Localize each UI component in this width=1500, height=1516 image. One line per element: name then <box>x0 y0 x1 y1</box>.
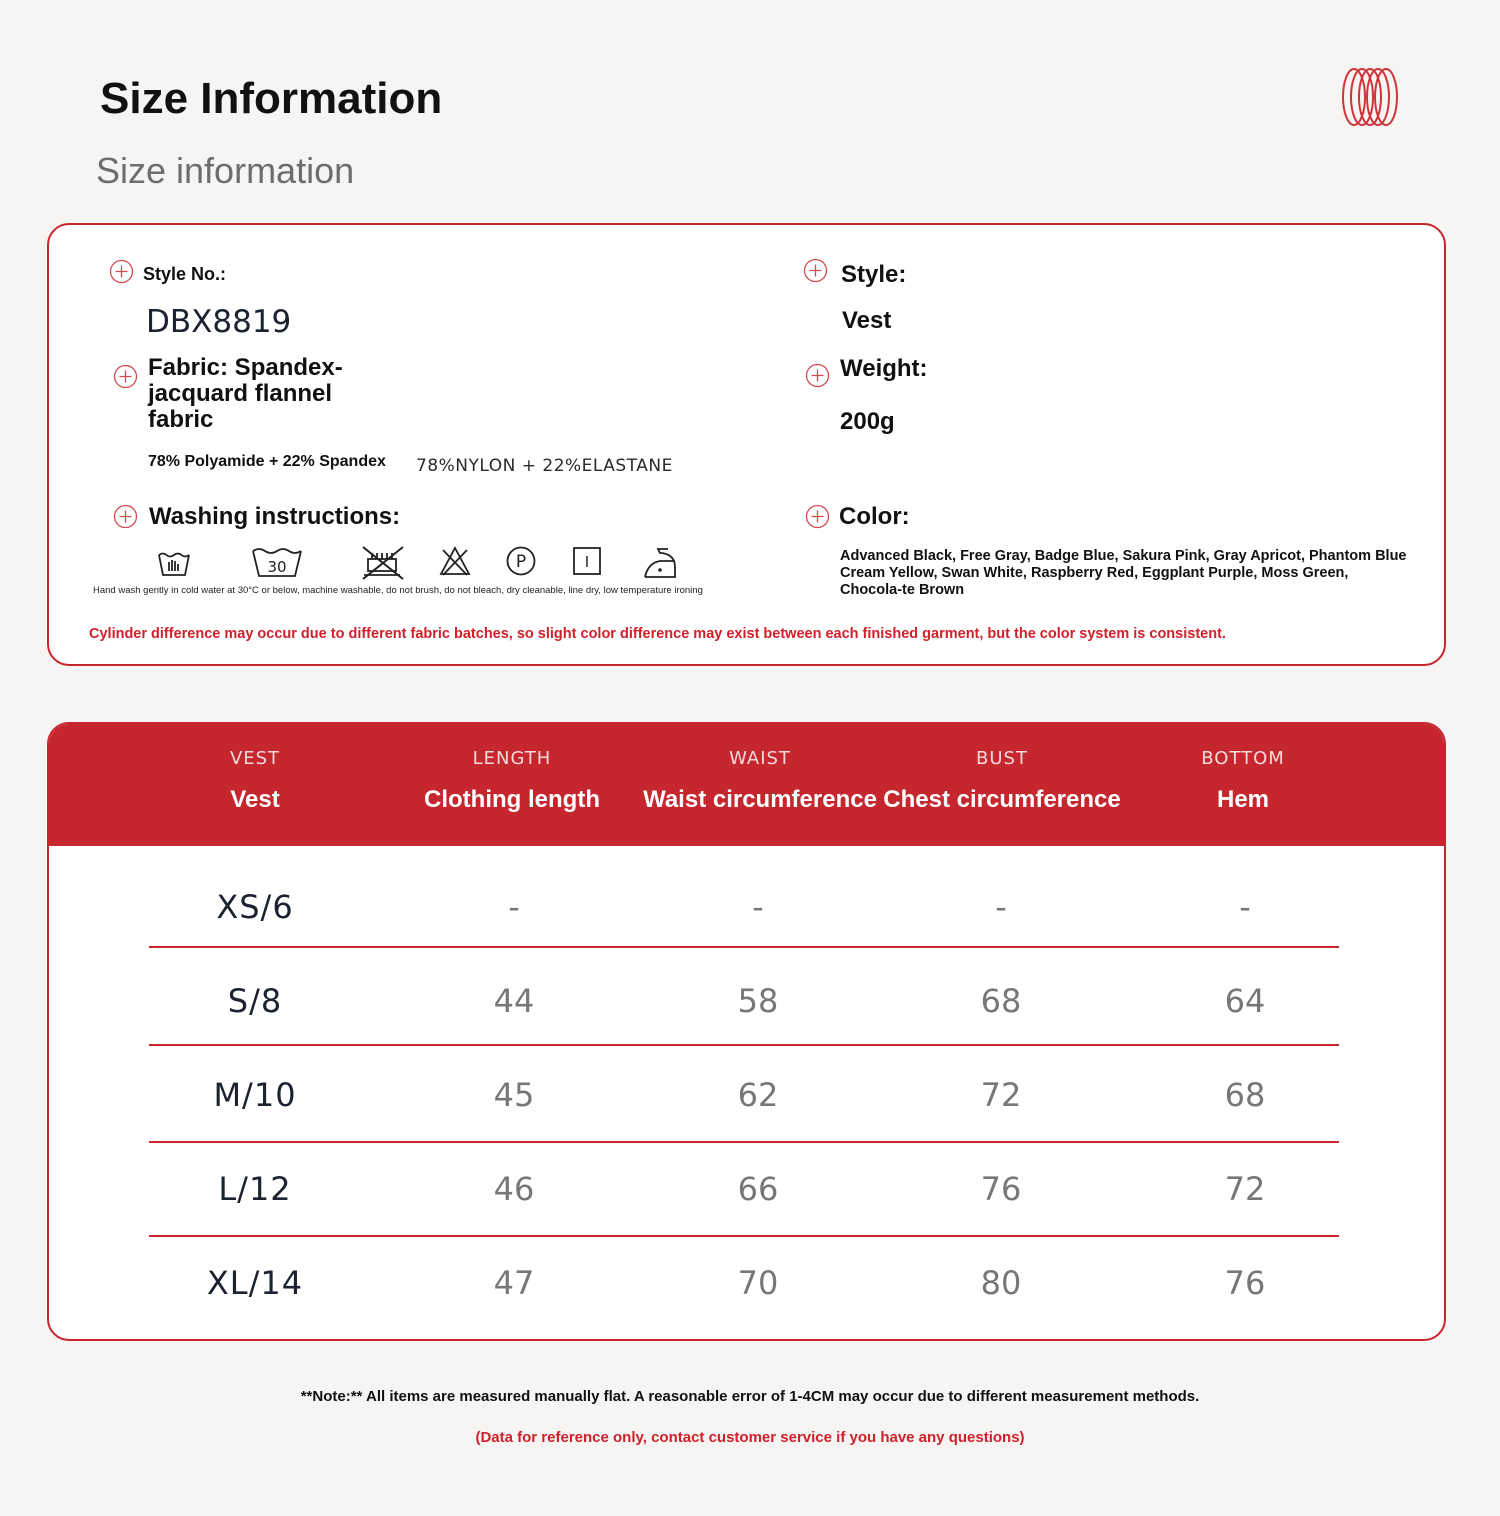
weight-label: Weight: <box>840 355 928 382</box>
header-en: LENGTH <box>472 748 552 769</box>
hand-wash-icon <box>156 545 192 579</box>
bust-value: 80 <box>980 1264 1022 1302</box>
do-not-brush-icon <box>360 545 406 581</box>
table-row <box>49 1240 1444 1334</box>
plus-circle-icon <box>113 364 138 389</box>
style-value: Vest <box>842 307 892 334</box>
fabric-title: Fabric: Spandex-jacquard flannel fabric <box>148 354 343 433</box>
plus-circle-icon <box>113 504 138 529</box>
size-label: XL/14 <box>206 1264 304 1302</box>
length-value: 47 <box>493 1264 535 1302</box>
reference-disclaimer: (Data for reference only, contact customer service if you have any questions) <box>475 1429 1025 1446</box>
plus-circle-icon <box>805 363 830 388</box>
size-label: XS/6 <box>216 888 294 926</box>
size-label: M/10 <box>213 1076 297 1114</box>
plus-circle-icon <box>805 504 830 529</box>
brand-logo-icon <box>1338 66 1402 128</box>
low-iron-icon <box>642 545 678 581</box>
wash-temp-label: 30 <box>267 558 287 576</box>
washing-icons <box>150 545 690 585</box>
table-row <box>49 1146 1444 1240</box>
plus-circle-icon <box>803 258 828 283</box>
header-cn: Waist circumference <box>643 786 877 813</box>
hem-value: 72 <box>1224 1170 1266 1208</box>
style-label: Style: <box>841 261 907 288</box>
length-value: 46 <box>493 1170 535 1208</box>
header-en: WAIST <box>729 748 791 769</box>
size-label: S/8 <box>227 982 283 1020</box>
waist-value: 70 <box>737 1264 779 1302</box>
bust-value: 72 <box>980 1076 1022 1114</box>
washing-label: Washing instructions: <box>149 503 401 530</box>
hem-value: 64 <box>1224 982 1266 1020</box>
row-divider <box>149 1044 1339 1046</box>
bust-value: 68 <box>980 982 1022 1020</box>
weight-value: 200g <box>840 408 895 435</box>
waist-value: 62 <box>737 1076 779 1114</box>
size-label: L/12 <box>218 1170 292 1208</box>
do-not-bleach-icon <box>439 545 471 577</box>
hem-value: - <box>1239 888 1251 926</box>
waist-value: 58 <box>737 982 779 1020</box>
size-table <box>47 722 1446 1341</box>
length-value: 44 <box>493 982 535 1020</box>
table-row <box>49 1052 1444 1146</box>
length-value: - <box>508 888 520 926</box>
bust-value: 76 <box>980 1170 1022 1208</box>
dry-clean-p-icon <box>505 545 537 577</box>
waist-value: 66 <box>737 1170 779 1208</box>
machine-wash-30-icon <box>250 545 304 579</box>
row-divider <box>149 1235 1339 1237</box>
dry-clean-letter: P <box>515 552 527 572</box>
row-divider <box>149 946 1339 948</box>
style-no-label: Style No.: <box>143 264 227 284</box>
waist-value: - <box>752 888 764 926</box>
color-list: Advanced Black, Free Gray, Badge Blue, Sakura Pink, Gray Apricot, Phantom Blue Cream Yellow, Swan White, Raspberry Red, Eggplant Purple, Moss Green, Chocola-te Brown <box>840 548 1407 598</box>
product-info-card <box>47 223 1446 666</box>
composition-en: 78%NYLON + 22%ELASTANE <box>416 456 673 476</box>
size-table-header <box>49 724 1444 846</box>
hem-value: 68 <box>1224 1076 1266 1114</box>
hem-value: 76 <box>1224 1264 1266 1302</box>
bust-value: - <box>995 888 1007 926</box>
washing-caption: Hand wash gently in cold water at 30°C or below, machine washable, do not brush, do not bleach, dry cleanable, line dry, low temperature ironing <box>93 585 703 596</box>
header-en: BUST <box>976 748 1028 769</box>
header-cn: Chest circumference <box>883 786 1121 813</box>
measurement-note: **Note:** All items are measured manually flat. A reasonable error of 1-4CM may occur due to different measurement methods. <box>300 1388 1200 1405</box>
page-title: Size Information <box>100 74 443 123</box>
header-cn: Vest <box>230 786 280 813</box>
header-en: BOTTOM <box>1201 748 1285 769</box>
table-row <box>49 958 1444 1052</box>
color-difference-notice: Cylinder difference may occur due to different fabric batches, so slight color difference may exist between each finished garment, but the color system is consistent. <box>89 626 1226 642</box>
line-dry-letter: I <box>584 553 590 571</box>
header-cn: Clothing length <box>424 786 600 813</box>
length-value: 45 <box>493 1076 535 1114</box>
table-row <box>49 864 1444 958</box>
line-dry-icon <box>571 545 603 577</box>
page-subtitle: Size information <box>96 150 355 191</box>
style-no-value: DBX8819 <box>146 304 292 340</box>
color-label: Color: <box>839 503 910 530</box>
plus-circle-icon <box>109 259 134 284</box>
header-en: VEST <box>229 748 281 769</box>
row-divider <box>149 1141 1339 1143</box>
header-cn: Hem <box>1216 786 1270 813</box>
composition-cn: 78% Polyamide + 22% Spandex <box>148 453 386 470</box>
